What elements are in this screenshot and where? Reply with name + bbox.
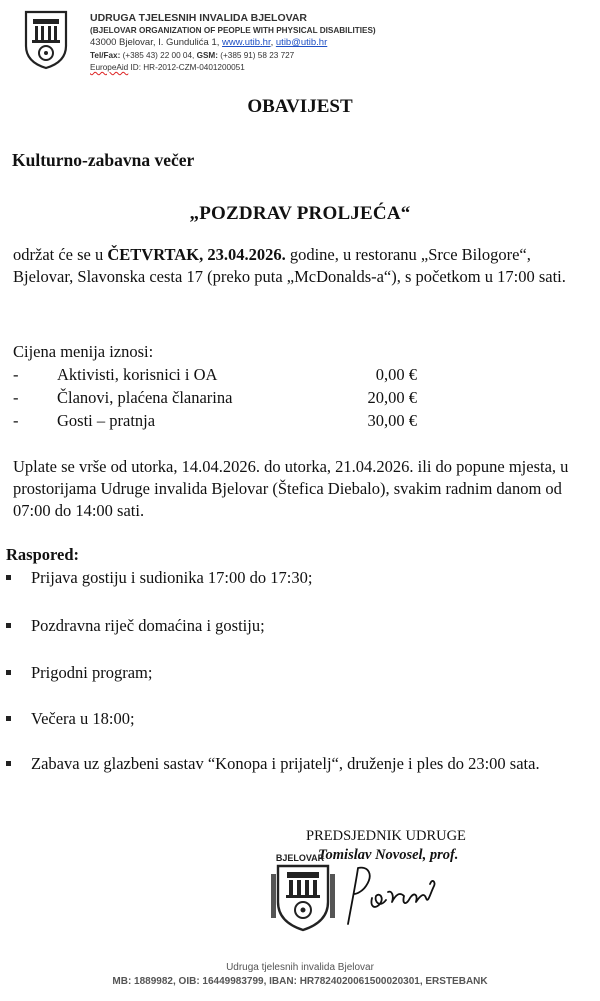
stamp-icon <box>270 852 338 934</box>
schedule-item <box>6 754 540 774</box>
menu-row <box>13 409 433 432</box>
event-name: „POZDRAV PROLJEĆA“ <box>189 203 411 224</box>
event-date: ČETVRTAK, 23.04.2026. <box>107 245 286 264</box>
menu-row <box>13 386 433 409</box>
bullet-icon <box>6 670 11 675</box>
menu-row <box>13 363 433 386</box>
organization-logo-icon <box>24 10 68 70</box>
event-subtitle: Kulturno-zabavna večer <box>12 150 195 170</box>
schedule-item <box>6 709 135 729</box>
org-address: 43000 Bjelovar, I. Gundulića 1, <box>90 37 223 48</box>
menu-price: 0,00 € <box>375 365 417 384</box>
schedule-heading: Raspored: <box>6 545 80 564</box>
tel-label: Tel/Fax: <box>90 50 121 60</box>
schedule-item <box>6 568 312 588</box>
organization-info <box>90 12 376 75</box>
menu-dash: - <box>13 388 19 407</box>
schedule-item <box>6 663 152 683</box>
letterhead <box>24 10 584 80</box>
menu-label: Aktivisti, korisnici i OA <box>57 365 218 384</box>
signature-block <box>262 828 502 938</box>
schedule-item-text: Pozdravna riječ domaćina i gostiju; <box>31 616 265 635</box>
email-link[interactable]: utib@utib.hr <box>275 37 328 48</box>
schedule-item-text: Zabava uz glazbeni sastav “Konopa i prijatelj“, druženje i ples do 23:00 sata. <box>31 754 540 773</box>
tel-value: (+385 43) 22 00 04, <box>120 50 197 60</box>
org-address-line <box>90 37 376 50</box>
gsm-value: (+385 91) 58 23 727 <box>217 50 295 60</box>
menu-dash: - <box>13 365 19 384</box>
menu-label: Članovi, plaćena članarina <box>57 388 233 407</box>
menu-price: 30,00 € <box>367 411 417 430</box>
org-euroaid-line <box>90 62 376 75</box>
page-footer <box>0 961 600 989</box>
gsm-label: GSM: <box>196 50 218 60</box>
payment-info: Uplate se vrše od utorka, 14.04.2026. do utorka, 21.04.2026. ili do popune mjesta, u prostorijama Udruge invalida Bjelovar (Štefica Diebalo), svakim radnim danom od 07:00 do 14:00 sati. <box>13 457 569 520</box>
signatory-title: PREDSJEDNIK UDRUGE <box>306 828 466 844</box>
euroaid-value: ID: HR-2012-CZM-0401200051 <box>128 63 245 72</box>
page-title: OBAVIJEST <box>247 96 353 117</box>
handwritten-signature-icon <box>344 864 440 928</box>
org-name: UDRUGA TJELESNIH INVALIDA BJELOVAR <box>90 12 308 24</box>
footer-bank-info: MB: 1889982, OIB: 16449983799, IBAN: HR7824020061500020301, ERSTEBANK <box>112 976 488 987</box>
bullet-icon <box>6 761 11 766</box>
menu-prices <box>13 340 433 432</box>
signatory-name: Tomislav Novosel, prof. <box>318 847 459 863</box>
menu-price: 20,00 € <box>367 388 417 407</box>
org-name-english: (BJELOVAR ORGANIZATION OF PEOPLE WITH PHYSICAL DISABILITIES) <box>90 25 376 35</box>
schedule-item <box>6 616 265 636</box>
footer-org-name: Udruga tjelesnih invalida Bjelovar <box>226 962 374 973</box>
schedule-item-text: Večera u 18:00; <box>31 709 135 728</box>
schedule-item-text: Prigodni program; <box>31 663 153 682</box>
schedule-item-text: Prijava gostiju i sudionika 17:00 do 17:30; <box>31 568 313 587</box>
menu-heading: Cijena menija iznosi: <box>13 342 154 361</box>
bullet-icon <box>6 623 11 628</box>
bullet-icon <box>6 575 11 580</box>
link-separator: , <box>270 37 276 48</box>
menu-dash: - <box>13 411 19 430</box>
intro-post: godine, u restoranu „Srce Bilogore“, Bjelovar, Slavonska cesta 17 (preko puta „McDonalds-a“), s početkom u 17:00 sati. <box>13 245 566 286</box>
menu-label: Gosti – pratnja <box>57 411 156 430</box>
event-intro <box>13 244 588 288</box>
org-phone-line <box>90 50 376 63</box>
bullet-icon <box>6 716 11 721</box>
website-link[interactable]: www.utib.hr <box>222 37 271 48</box>
euroaid-label: EuropeAid <box>90 63 129 72</box>
intro-pre: održat će se u <box>13 245 108 264</box>
stamp-text: BJELOVAR <box>275 853 325 863</box>
